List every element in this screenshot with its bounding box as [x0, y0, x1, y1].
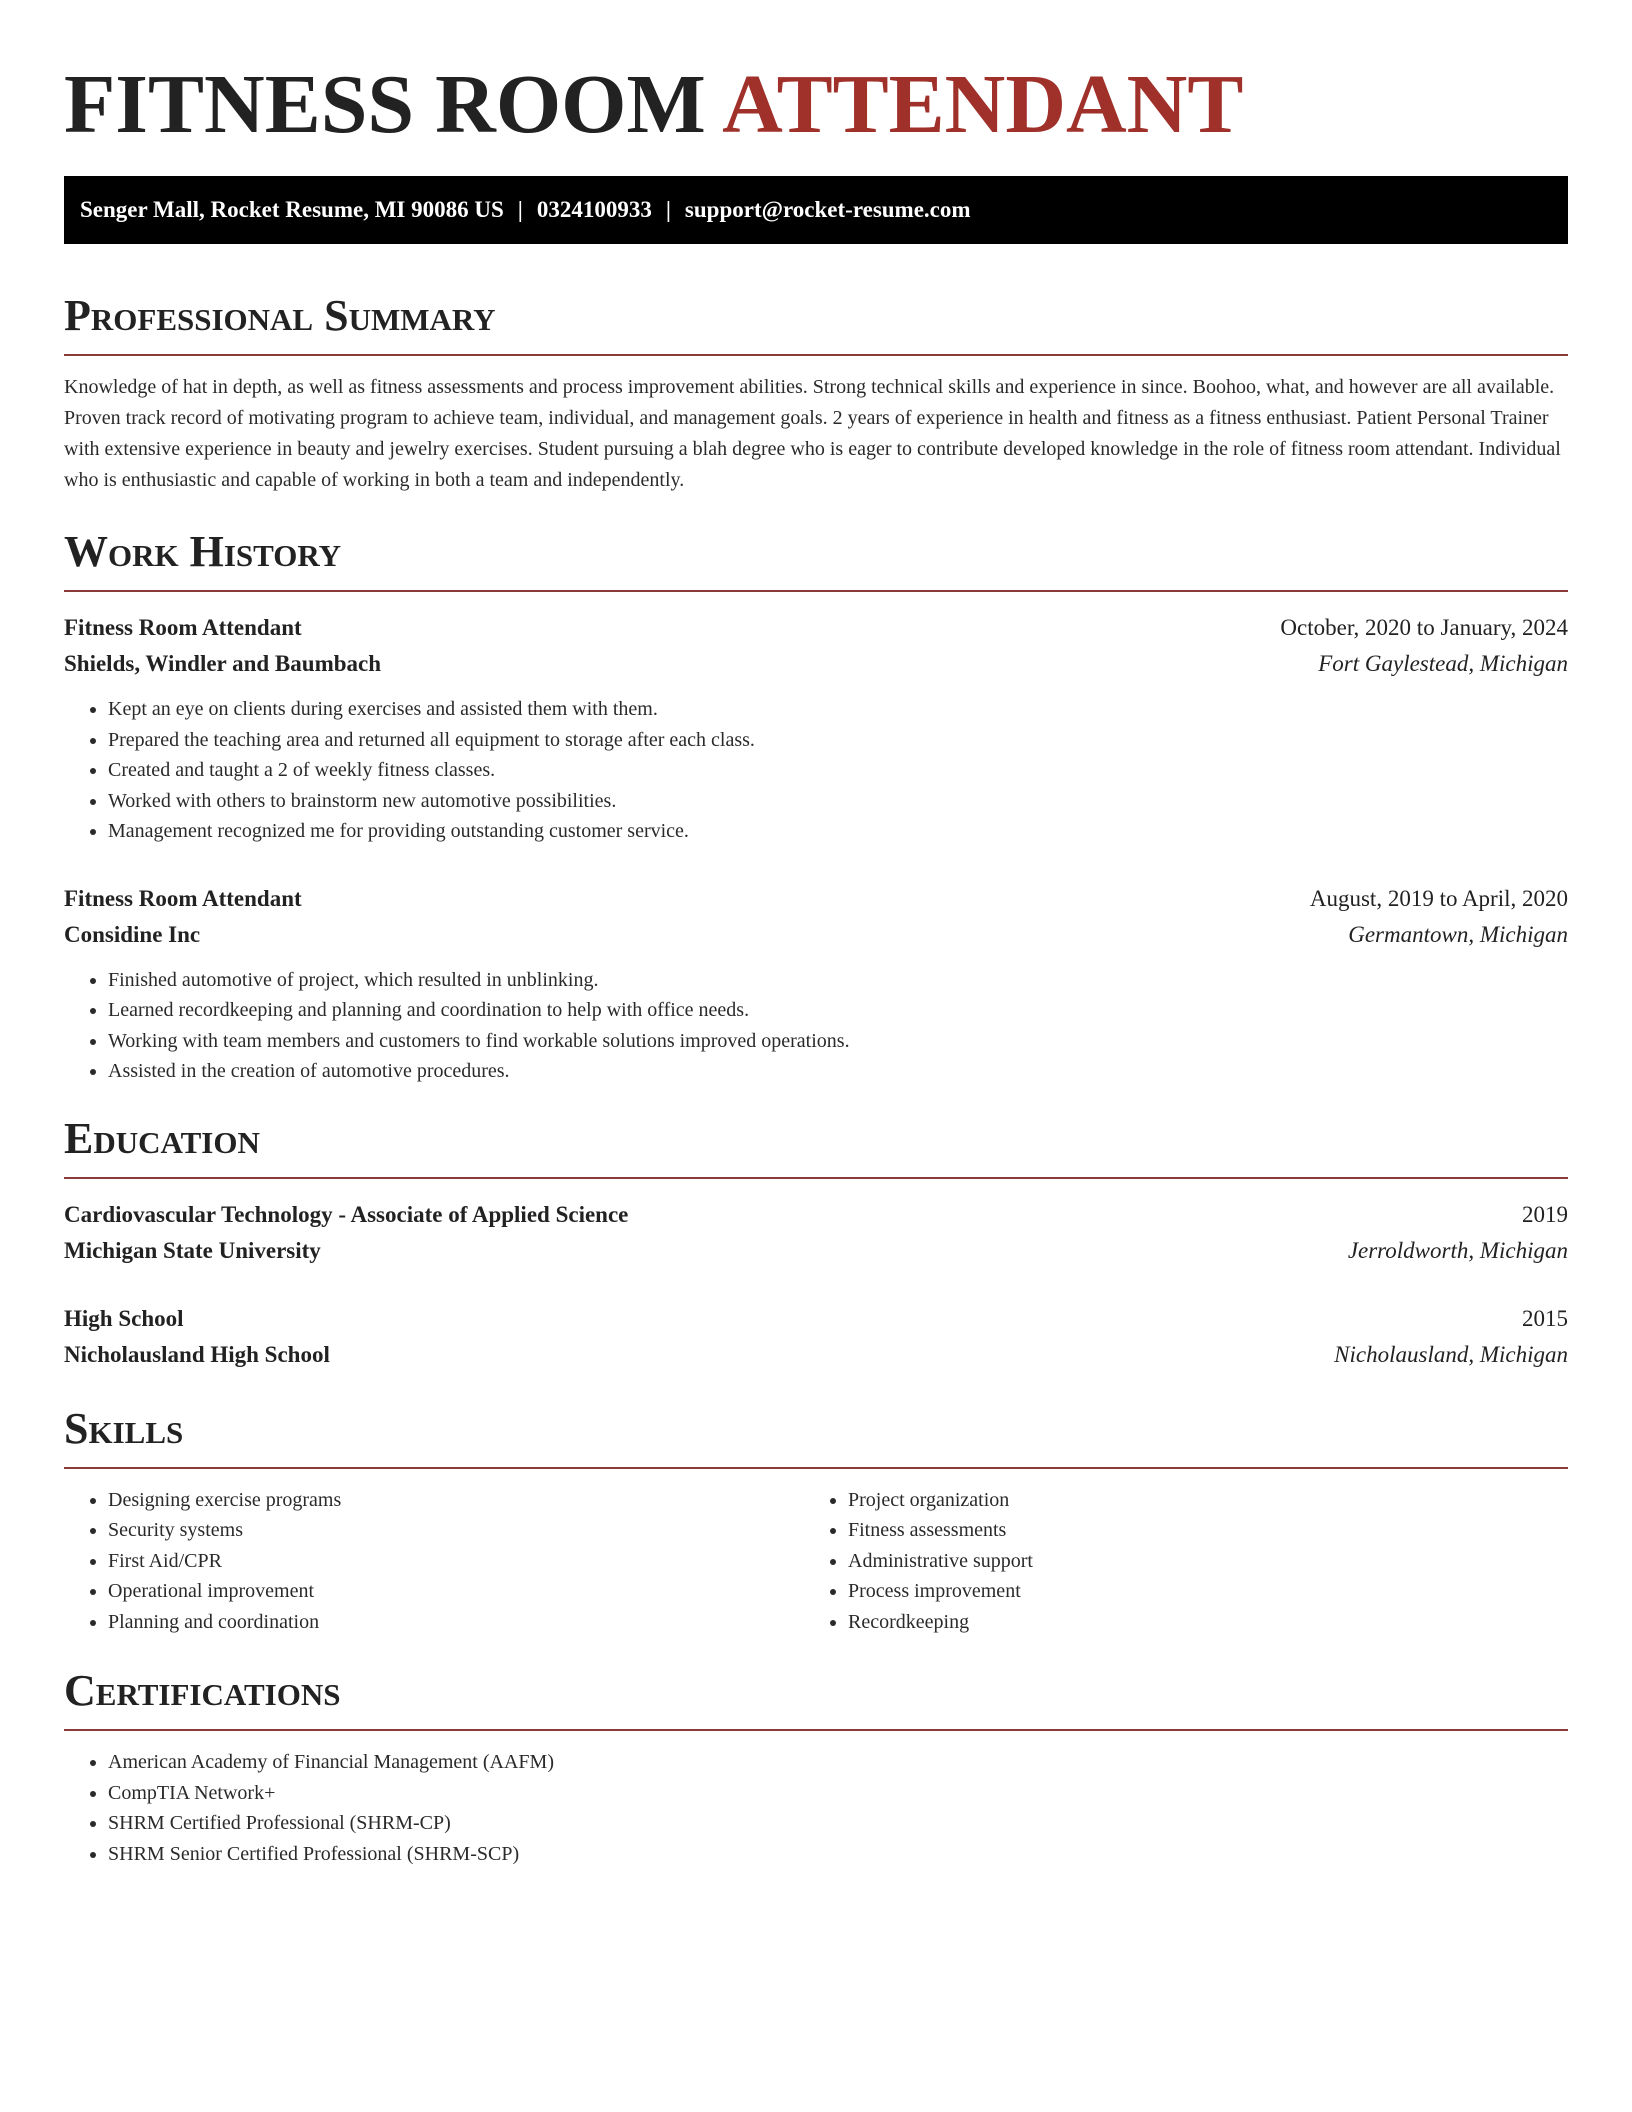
contact-phone: 0324100933 [536, 197, 652, 222]
job-dates: August, 2019 to April, 2020 [1309, 885, 1568, 911]
section-divider [64, 1467, 1568, 1469]
list-item: • Administrative support [848, 1546, 1544, 1577]
name-first: FITNESS ROOM [64, 58, 706, 151]
list-item: • Finished automotive of project, which resulted in unblinking. [108, 965, 1568, 996]
list-item: • Operational improvement [108, 1576, 804, 1607]
job-company: Considine Inc [64, 921, 201, 947]
education-degree: High School [64, 1305, 184, 1331]
contact-separator: | [665, 197, 671, 222]
list-item: • Process improvement [848, 1576, 1544, 1607]
certifications-list [64, 1747, 1568, 1869]
list-item: • Learned recordkeeping and planning and coordination to help with office needs. [108, 995, 1568, 1026]
section-title-skills: Skills [64, 1403, 184, 1453]
job-entry [64, 881, 1568, 1087]
list-item: • Worked with others to brainstorm new automotive possibilities. [108, 786, 1568, 817]
education-section [64, 1113, 1568, 1373]
list-item: • Prepared the teaching area and returned all equipment to storage after each class. [108, 725, 1568, 756]
section-title-certifications: Certifications [64, 1666, 341, 1715]
list-item: • SHRM Senior Certified Professional (SHRM-SCP) [108, 1839, 1568, 1870]
contact-email: support@rocket-resume.com [684, 197, 971, 222]
section-title-work-history: Work History [64, 527, 342, 576]
name-last: ATTENDANT [722, 58, 1244, 151]
education-degree: Cardiovascular Technology - Associate of Applied Science [64, 1201, 629, 1227]
job-header-row [64, 610, 1568, 646]
list-item: • Management recognized me for providing outstanding customer service. [108, 816, 1568, 847]
skills-section [64, 1403, 1568, 1638]
skills-columns [64, 1485, 1568, 1638]
summary-section [64, 290, 1568, 496]
education-school-row [64, 1233, 1568, 1269]
section-divider [64, 354, 1568, 356]
resume-page [64, 0, 1568, 1869]
job-location: Fort Gaylestead, Michigan [1318, 651, 1568, 676]
education-school: Nicholausland High School [64, 1341, 330, 1367]
list-item: • Security systems [108, 1515, 804, 1546]
list-item: • Kept an eye on clients during exercises and assisted them with them. [108, 694, 1568, 725]
job-location: Germantown, Michigan [1348, 921, 1568, 947]
skills-list-right [804, 1485, 1544, 1638]
list-item: • Assisted in the creation of automotive procedures. [108, 1056, 1568, 1087]
certifications-section [64, 1665, 1568, 1869]
education-year: 2015 [1522, 1305, 1568, 1331]
list-item: • Working with team members and customers to find workable solutions improved operations. [108, 1026, 1568, 1057]
job-company-row [64, 917, 1568, 953]
section-divider [64, 1177, 1568, 1179]
section-divider [64, 590, 1568, 592]
section-title-summary: Professional Summary [64, 291, 496, 340]
job-role: Fitness Room Attendant [64, 615, 302, 640]
list-item: • First Aid/CPR [108, 1546, 804, 1577]
job-role: Fitness Room Attendant [64, 885, 302, 911]
education-entry [64, 1301, 1568, 1373]
list-item: • CompTIA Network+ [108, 1778, 1568, 1809]
job-bullets [64, 694, 1568, 847]
skills-list-left [64, 1485, 804, 1638]
list-item: • Created and taught a 2 of weekly fitness classes. [108, 755, 1568, 786]
contact-separator: | [517, 197, 523, 222]
education-location: Jerroldworth, Michigan [1347, 1237, 1568, 1263]
list-item: • Fitness assessments [848, 1515, 1544, 1546]
contact-bar [64, 176, 1568, 244]
job-company: Shields, Windler and Baumbach [64, 651, 382, 676]
education-school: Michigan State University [64, 1237, 321, 1263]
job-entry [64, 610, 1568, 847]
job-company-row [64, 646, 1568, 682]
work-history-section [64, 526, 1568, 1087]
section-title-education: Education [64, 1113, 260, 1163]
contact-address: Senger Mall, Rocket Resume, MI 90086 US [80, 197, 504, 222]
education-degree-row [64, 1197, 1568, 1233]
education-location: Nicholausland, Michigan [1334, 1341, 1568, 1367]
list-item: • American Academy of Financial Management (AAFM) [108, 1747, 1568, 1778]
job-dates: October, 2020 to January, 2024 [1280, 615, 1568, 640]
education-entry [64, 1197, 1568, 1269]
list-item: • Planning and coordination [108, 1607, 804, 1638]
section-divider [64, 1729, 1568, 1731]
list-item: • Designing exercise programs [108, 1485, 804, 1516]
summary-text: Knowledge of hat in depth, as well as fitness assessments and process improvement abilities. Strong technical skills and experience in since. Boohoo, what, and however are all available. Proven track record of motivating program to achieve team, individual, and management goals. 2 years of experience in health and fitness as a fitness enthusiast. Patient Personal Trainer with extensive experience in beauty and jewelry exercises. Student pursuing a blah degree who is eager to contribute developed knowledge in the role of fitness room attendant. Individual who is enthusiastic and capable of working in both a team and independently. [64, 376, 1561, 491]
list-item: • SHRM Certified Professional (SHRM-CP) [108, 1808, 1568, 1839]
education-year: 2019 [1522, 1201, 1568, 1227]
resume-name [64, 60, 1568, 150]
list-item: • Recordkeeping [848, 1607, 1544, 1638]
job-header-row [64, 881, 1568, 917]
education-school-row [64, 1337, 1568, 1373]
list-item: • Project organization [848, 1485, 1544, 1516]
education-degree-row [64, 1301, 1568, 1337]
job-bullets [64, 965, 1568, 1087]
